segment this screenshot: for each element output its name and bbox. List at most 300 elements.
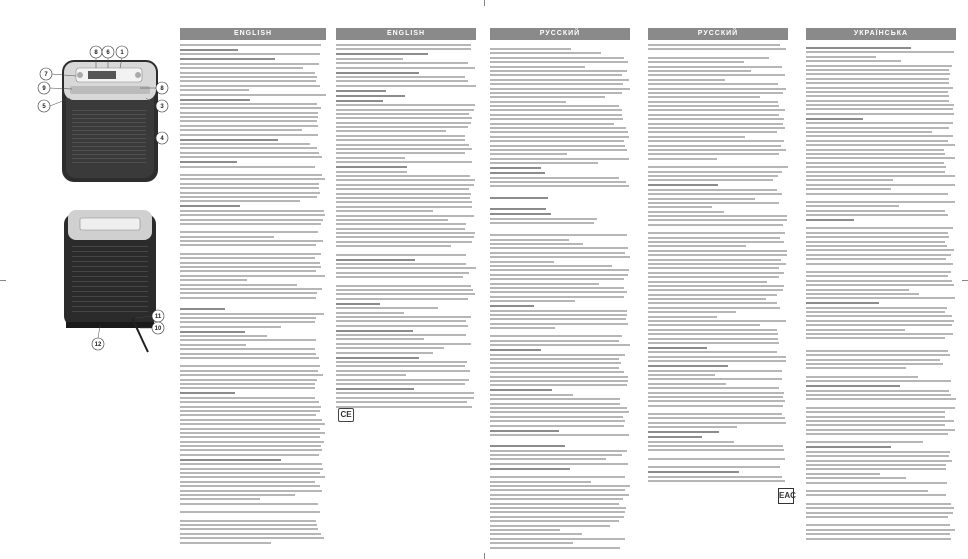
- text-line: [180, 397, 315, 399]
- text-line: [490, 101, 566, 103]
- text-line: [490, 167, 541, 169]
- text-line: [336, 72, 419, 74]
- text-line: [648, 136, 745, 138]
- text-line: [180, 266, 321, 268]
- text-line: [180, 192, 320, 194]
- text-block: [336, 40, 476, 408]
- text-line: [180, 463, 322, 465]
- text-line: [648, 294, 777, 296]
- text-line: [648, 405, 783, 407]
- text-line: [648, 70, 751, 72]
- text-line: [806, 271, 951, 273]
- text-line: [648, 224, 783, 226]
- text-line: [336, 104, 475, 106]
- text-line: [336, 100, 383, 102]
- text-line: [180, 297, 316, 299]
- text-line: [648, 211, 724, 213]
- text-line: [180, 524, 317, 526]
- text-line: [806, 95, 949, 97]
- text-line: [180, 537, 324, 539]
- text-line: [806, 127, 949, 129]
- text-line: [490, 287, 624, 289]
- text-line: [490, 340, 619, 342]
- text-line: [180, 257, 315, 259]
- svg-text:8: 8: [94, 50, 98, 57]
- text-line: [180, 481, 315, 483]
- text-line: [180, 80, 316, 82]
- text-line: [180, 533, 321, 535]
- text-line: [490, 185, 629, 187]
- text-line: [490, 208, 546, 210]
- text-line: [648, 189, 777, 191]
- text-line: [806, 73, 950, 75]
- text-line: [490, 476, 625, 478]
- text-line: [490, 296, 624, 298]
- text-line: [180, 288, 322, 290]
- text-line: [806, 184, 955, 186]
- text-line: [490, 153, 567, 155]
- text-line: [336, 67, 475, 69]
- text-line: [648, 123, 783, 125]
- ce-mark: CE: [338, 408, 354, 422]
- text-line: [806, 51, 954, 53]
- text-line: [490, 252, 625, 254]
- text-line: [648, 202, 779, 204]
- text-line: [806, 516, 948, 518]
- text-line: [490, 416, 623, 418]
- svg-text:7: 7: [44, 72, 48, 79]
- text-line: [648, 61, 744, 63]
- text-line: [648, 118, 784, 120]
- text-line: [490, 367, 619, 369]
- text-line: [648, 101, 778, 103]
- text-line: [806, 254, 951, 256]
- text-line: [180, 156, 322, 158]
- text-line: [806, 490, 928, 492]
- text-line: [490, 197, 548, 199]
- text-line: [648, 241, 784, 243]
- text-line: [648, 149, 786, 151]
- text-line: [490, 371, 624, 373]
- text-line: [336, 272, 469, 274]
- text-line: [336, 347, 444, 349]
- text-line: [648, 413, 782, 415]
- svg-text:10: 10: [154, 326, 162, 333]
- section-header: ENGLISH: [180, 28, 326, 40]
- text-line: [806, 144, 955, 146]
- text-line: [806, 65, 952, 67]
- text-line: [180, 161, 237, 163]
- text-line: [490, 481, 591, 483]
- text-line: [490, 438, 630, 442]
- text-line: [180, 279, 247, 281]
- text-line: [490, 162, 598, 164]
- text-line: [180, 240, 323, 242]
- text-line: [648, 171, 782, 173]
- text-line: [180, 335, 267, 337]
- text-line: [806, 175, 955, 177]
- text-line: [806, 429, 955, 431]
- text-line: [490, 538, 625, 540]
- text-line: [490, 362, 621, 364]
- text-line: [180, 200, 300, 202]
- text-line: [648, 466, 780, 468]
- text-line: [180, 112, 318, 114]
- text-line: [490, 494, 629, 496]
- text-line: [180, 63, 319, 65]
- text-line: [336, 135, 465, 137]
- text-line: [180, 223, 321, 225]
- text-line: [336, 144, 469, 146]
- text-line: [490, 394, 573, 396]
- text-line: [490, 489, 625, 491]
- text-line: [180, 344, 246, 346]
- text-line: [336, 210, 433, 212]
- text-line: [336, 95, 405, 97]
- text-line: [180, 472, 320, 474]
- text-line: [648, 431, 719, 433]
- text-line: [648, 267, 779, 269]
- text-line: [806, 433, 948, 435]
- text-line: [180, 317, 316, 319]
- text-line: [490, 92, 622, 94]
- text-line: [336, 325, 468, 327]
- text-line: [806, 529, 955, 531]
- text-line: [648, 127, 785, 129]
- text-line: [180, 187, 319, 189]
- text-line: [180, 357, 319, 359]
- text-line: [490, 384, 627, 386]
- text-line: [806, 441, 923, 443]
- section-header: УКРАЇНСЬКА: [806, 28, 956, 40]
- text-line: [490, 403, 620, 405]
- text-line: [490, 61, 628, 63]
- text-line: [336, 334, 466, 336]
- text-line: [180, 147, 317, 149]
- text-line: [490, 458, 606, 460]
- text-line: [490, 380, 628, 382]
- text-line: [180, 67, 303, 69]
- text-line: [806, 420, 954, 422]
- text-line: [180, 326, 281, 328]
- text-line: [490, 511, 625, 513]
- text-line: [806, 538, 951, 540]
- text-line: [336, 276, 463, 278]
- text-line: [180, 107, 321, 109]
- text-line: [806, 122, 953, 124]
- text-line: [648, 392, 784, 394]
- text-line: [648, 329, 777, 331]
- text-line: [648, 436, 702, 438]
- text-line: [336, 130, 446, 132]
- text-line: [336, 338, 424, 340]
- text-line: [806, 302, 879, 304]
- text-line: [648, 342, 779, 344]
- text-line: [180, 301, 326, 305]
- text-line: [648, 281, 767, 283]
- text-line: [490, 247, 628, 249]
- text-line: [490, 533, 582, 535]
- text-line: [648, 245, 746, 247]
- text-line: [490, 398, 620, 400]
- text-line: [648, 250, 787, 252]
- column-russian-2: [648, 28, 796, 543]
- text-line: [648, 66, 782, 68]
- text-line: [180, 374, 323, 376]
- text-line: [336, 397, 474, 399]
- text-line: [490, 454, 622, 456]
- text-line: [336, 62, 468, 64]
- text-line: [490, 542, 573, 544]
- text-line: [180, 53, 320, 55]
- text-line: [648, 449, 784, 451]
- text-line: [806, 118, 863, 120]
- text-line: [180, 236, 274, 238]
- text-line: [806, 188, 891, 190]
- text-block: [490, 40, 630, 549]
- text-line: [180, 428, 320, 430]
- text-line: [648, 219, 787, 221]
- text-line: [806, 149, 944, 151]
- text-line: [336, 215, 474, 217]
- text-line: [806, 464, 946, 466]
- text-line: [336, 285, 471, 287]
- text-line: [180, 423, 325, 425]
- text-line: [648, 44, 780, 46]
- text-line: [336, 232, 475, 234]
- text-line: [336, 117, 472, 119]
- text-line: [648, 263, 786, 265]
- text-line: [806, 363, 943, 365]
- text-line: [490, 445, 565, 447]
- text-line: [180, 503, 318, 505]
- text-line: [336, 206, 472, 208]
- text-line: [806, 179, 893, 181]
- text-line: [806, 87, 953, 89]
- text-line: [180, 370, 318, 372]
- text-line: [648, 276, 779, 278]
- text-line: [806, 241, 945, 243]
- text-line: [490, 48, 571, 50]
- text-line: [336, 166, 407, 168]
- text-line: [806, 394, 951, 396]
- text-line: [806, 446, 891, 448]
- text-line: [336, 179, 475, 181]
- text-line: [490, 140, 624, 142]
- text-line: [490, 158, 629, 160]
- text-line: [490, 265, 612, 267]
- text-line: [648, 215, 787, 217]
- text-line: [648, 140, 784, 142]
- text-line: [490, 434, 629, 436]
- text-line: [180, 284, 297, 286]
- text-line: [648, 254, 787, 256]
- text-line: [648, 396, 783, 398]
- heater-bottom-view: [64, 210, 156, 352]
- text-line: [180, 125, 318, 127]
- text-line: [336, 184, 474, 186]
- text-line: [490, 376, 628, 378]
- text-line: [180, 454, 319, 456]
- text-line: [180, 72, 315, 74]
- text-line: [806, 494, 946, 496]
- text-line: [336, 383, 465, 385]
- text-line: [806, 201, 955, 203]
- text-line: [806, 104, 954, 106]
- text-line: [180, 476, 325, 478]
- text-line: [806, 100, 949, 102]
- text-line: [648, 184, 718, 186]
- text-line: [180, 348, 315, 350]
- text-line: [806, 390, 949, 392]
- text-line: [806, 135, 953, 137]
- text-line: [490, 190, 630, 194]
- text-line: [806, 289, 909, 291]
- text-line: [180, 383, 315, 385]
- text-line: [336, 245, 451, 247]
- text-line: [648, 333, 778, 335]
- text-line: [336, 161, 472, 163]
- text-line: [490, 213, 551, 215]
- text-line: [180, 485, 320, 487]
- text-line: [490, 411, 629, 413]
- text-line: [180, 331, 245, 333]
- text-line: [180, 379, 317, 381]
- text-line: [490, 83, 623, 85]
- text-line: [806, 320, 954, 322]
- text-line: [180, 253, 321, 255]
- text-line: [180, 392, 235, 394]
- text-line: [180, 196, 317, 198]
- text-line: [490, 149, 627, 151]
- text-line: [180, 432, 325, 434]
- text-line: [806, 275, 948, 277]
- text-line: [180, 134, 318, 136]
- text-line: [648, 48, 786, 50]
- text-line: [180, 353, 316, 355]
- text-line: [490, 261, 554, 263]
- text-line: [490, 323, 628, 325]
- text-line: [180, 459, 281, 461]
- text-line: [180, 321, 315, 323]
- text-line: [490, 463, 628, 465]
- text-line: [180, 308, 225, 310]
- text-line: [336, 219, 448, 221]
- text-block: [648, 40, 788, 482]
- text-line: [806, 157, 955, 159]
- text-line: [648, 307, 780, 309]
- text-line: [806, 367, 906, 369]
- text-line: [806, 214, 948, 216]
- text-line: [806, 108, 953, 110]
- text-line: [806, 258, 946, 260]
- text-line: [180, 262, 320, 264]
- text-line: [336, 90, 386, 92]
- text-line: [806, 78, 949, 80]
- column-ukrainian: [806, 28, 956, 543]
- text-line: [180, 58, 275, 60]
- text-line: [180, 231, 318, 233]
- text-line: [180, 414, 316, 416]
- text-line: [336, 259, 415, 261]
- text-line: [336, 303, 380, 305]
- text-line: [648, 476, 782, 478]
- text-line: [490, 314, 627, 316]
- text-line: [648, 79, 725, 81]
- text-line: [336, 392, 474, 394]
- text-line: [806, 205, 899, 207]
- text-line: [806, 407, 955, 409]
- text-line: [648, 302, 777, 304]
- text-line: [336, 307, 438, 309]
- text-line: [180, 292, 317, 294]
- text-line: [180, 410, 320, 412]
- text-line: [648, 383, 726, 385]
- text-line: [648, 166, 788, 168]
- text-line: [490, 278, 624, 280]
- text-line: [490, 88, 630, 90]
- text-line: [648, 324, 760, 326]
- text-line: [806, 473, 880, 475]
- text-line: [648, 289, 783, 291]
- text-line: [490, 123, 614, 125]
- text-line: [336, 374, 406, 376]
- text-line: [490, 136, 629, 138]
- text-line: [648, 422, 786, 424]
- text-line: [648, 400, 785, 402]
- text-line: [806, 455, 949, 457]
- text-line: [180, 449, 322, 451]
- text-line: [648, 74, 785, 76]
- text-line: [490, 335, 622, 337]
- text-line: [490, 52, 601, 54]
- text-line: [490, 516, 624, 518]
- text-line: [648, 145, 781, 147]
- text-line: [490, 74, 622, 76]
- text-line: [336, 330, 413, 332]
- text-line: [648, 57, 769, 59]
- text-line: [806, 524, 950, 526]
- text-line: [806, 398, 956, 400]
- text-line: [806, 507, 954, 509]
- text-line: [180, 542, 271, 544]
- text-line: [490, 79, 629, 81]
- text-line: [648, 206, 712, 208]
- text-line: [180, 143, 310, 145]
- text-line: [180, 528, 318, 530]
- text-line: [806, 47, 911, 49]
- text-line: [180, 244, 316, 246]
- text-line: [336, 267, 476, 269]
- text-line: [490, 222, 594, 224]
- text-line: [336, 320, 466, 322]
- text-line: [648, 179, 773, 181]
- text-line: [648, 109, 785, 111]
- text-line: [648, 360, 786, 362]
- text-line: [490, 127, 626, 129]
- text-line: [806, 171, 945, 173]
- text-line: [180, 85, 320, 87]
- text-line: [648, 458, 785, 460]
- column-english-2: [336, 28, 476, 543]
- text-line: [180, 511, 320, 513]
- text-line: [806, 56, 876, 58]
- text-line: [180, 120, 317, 122]
- text-line: [648, 131, 777, 133]
- text-line: [336, 361, 467, 363]
- text-line: [806, 324, 952, 326]
- svg-text:3: 3: [160, 104, 164, 111]
